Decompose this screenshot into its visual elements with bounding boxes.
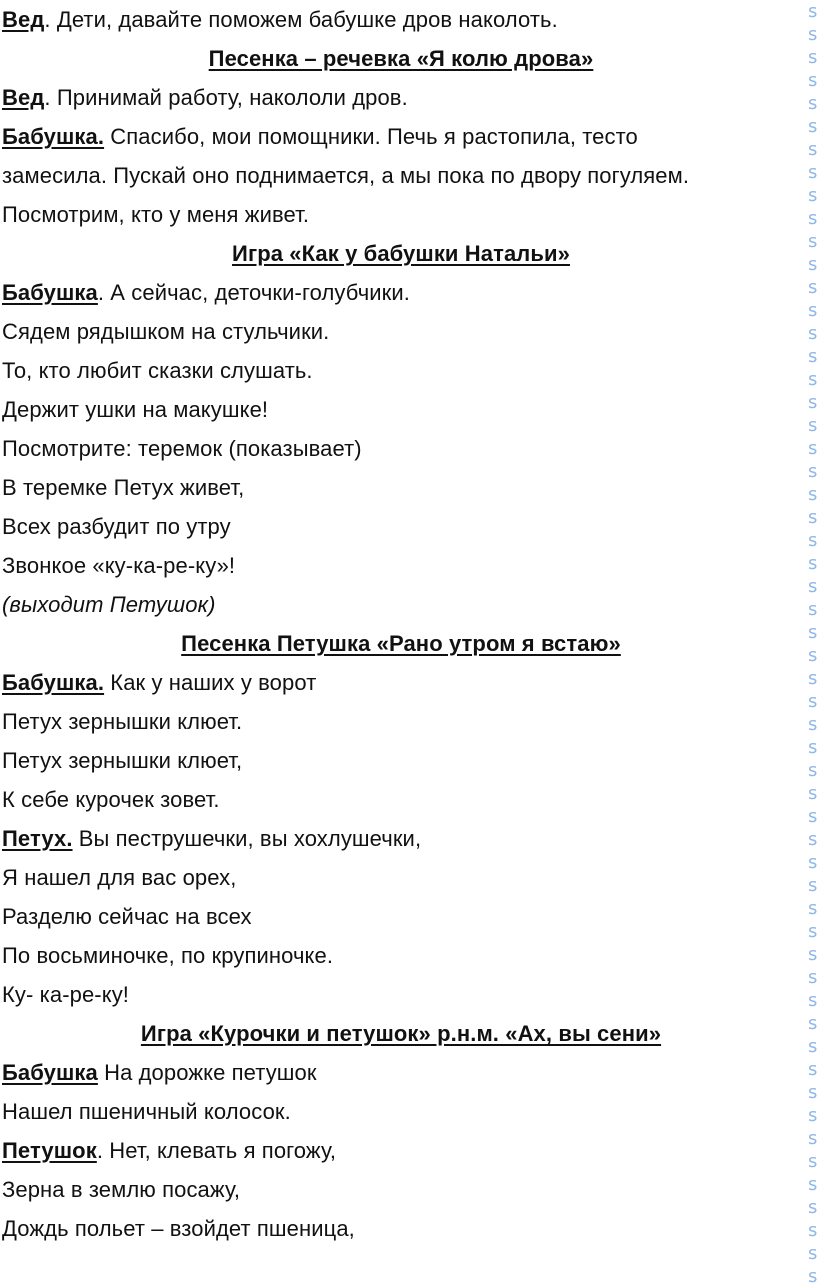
line-text: Сядем рядышком на стульчики.: [2, 319, 330, 344]
section-heading: Песенка Петушка «Рано утром я встаю»: [181, 631, 621, 656]
speaker-label: Петух.: [2, 826, 73, 851]
section-heading: Игра «Как у бабушки Натальи»: [232, 241, 570, 266]
line-text: Посмотрим, кто у меня живет.: [2, 202, 310, 227]
line-text: . Принимай работу, накололи дров.: [44, 85, 408, 110]
line-text: В теремке Петух живет,: [2, 475, 245, 500]
speaker-label: Вед: [2, 7, 45, 32]
line: [0, 0, 800, 39]
line-text: Петух зернышки клюет.: [2, 709, 243, 734]
line-text: Всех разбудит по утру: [2, 514, 231, 539]
line: [0, 273, 800, 312]
speaker-label: Бабушка.: [2, 124, 105, 149]
line-text: Я нашел для вас орех,: [2, 865, 237, 890]
stage-direction: (выходит Петушок): [2, 592, 216, 617]
line: [0, 819, 800, 858]
line-text: Держит ушки на макушке!: [2, 397, 269, 422]
line-text: На дорожке петушок: [97, 1060, 317, 1085]
line-text: . Нет, клевать я погожу,: [96, 1138, 337, 1163]
line-text: К себе курочек зовет.: [2, 787, 220, 812]
line-text: Ку- ка-ре-ку!: [2, 982, 130, 1007]
line-text: Петух зернышки клюет,: [2, 748, 243, 773]
line-text: замесила. Пускай оно поднимается, а мы пока по двору погуляем.: [2, 163, 690, 188]
speaker-label: Бабушка: [2, 280, 98, 305]
speaker-label: Петушок: [2, 1138, 97, 1163]
line-text: Звонкое «ку-ка-ре-ку»!: [2, 553, 236, 578]
line: [0, 78, 800, 117]
line: [0, 1053, 800, 1092]
line-text: По восьминочке, по крупиночке.: [2, 943, 334, 968]
line: [0, 117, 800, 156]
line-text: Посмотрите: теремок (показывает): [2, 436, 362, 461]
section-heading: Игра «Курочки и петушок» р.н.м. «Ах, вы сени»: [140, 1021, 662, 1046]
line-text: Нашел пшеничный колосок.: [2, 1099, 291, 1124]
line: [0, 663, 800, 702]
line-text: Дождь польет – взойдет пшеница,: [2, 1216, 355, 1241]
line-text: Спасибо, мои помощники. Печь я растопила, тесто: [104, 124, 638, 149]
line: [0, 1131, 800, 1170]
speaker-label: Вед: [2, 85, 45, 110]
line-text: Вы пеструшечки, вы хохлушечки,: [72, 826, 422, 851]
line-text: То, кто любит сказки слушать.: [2, 358, 313, 383]
section-heading: Песенка – речевка «Я колю дрова»: [208, 46, 594, 71]
line-text: Зерна в землю посажу,: [2, 1177, 241, 1202]
line-text: . А сейчас, деточки-голубчики.: [97, 280, 410, 305]
line-text: . Дети, давайте поможем бабушке дров наколоть.: [44, 7, 558, 32]
speaker-label: Бабушка.: [2, 670, 105, 695]
line-text: Разделю сейчас на всех: [2, 904, 252, 929]
line-text: Как у наших у ворот: [104, 670, 317, 695]
right-edge-decoration: s s s s s s s s s s s s s s s s s s s s s s s s s s s s s s s s s s s s s s s s s s s s s s s s s s s s s s s s: [808, 1, 817, 1287]
speaker-label: Бабушка: [2, 1060, 98, 1085]
